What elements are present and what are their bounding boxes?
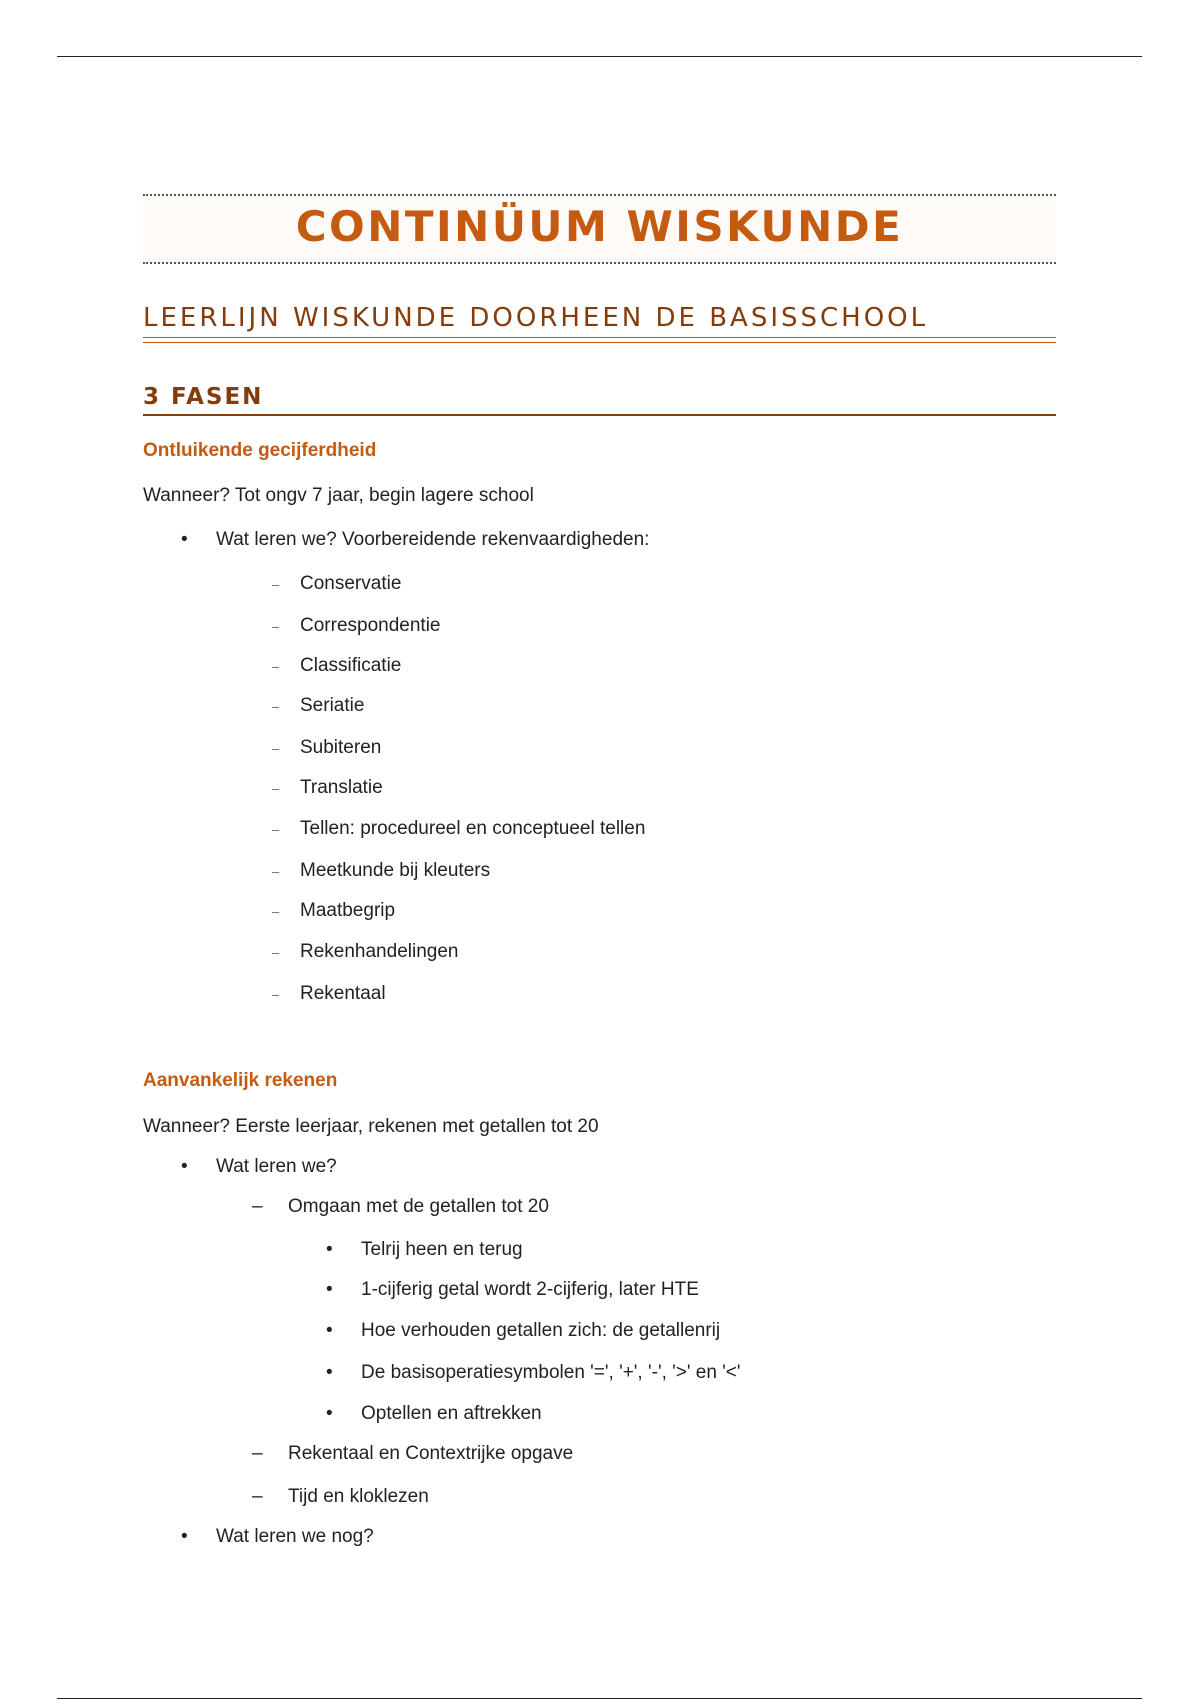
bullet-marker: • [181,1156,188,1177]
list-item: Classificatie [300,655,402,676]
dash-marker: – [252,1486,263,1507]
dash-marker: – [272,577,280,592]
list-item: Telrij heen en terug [361,1239,523,1260]
phase2-heading: Aanvankelijk rekenen [143,1070,338,1091]
page-top-rule [57,56,1142,57]
dash-marker: – [272,904,280,919]
phase2-when: Wanneer? Eerste leerjaar, rekenen met getallen tot 20 [143,1116,599,1137]
bullet-marker: • [181,1526,188,1547]
dash-marker: – [272,659,280,674]
list-item: Rekentaal [300,983,386,1004]
list-item: Hoe verhouden getallen zich: de getallenrij [361,1320,721,1341]
list-item: Correspondentie [300,615,441,636]
phase2-sub1: Omgaan met de getallen tot 20 [288,1196,549,1217]
bullet-marker: • [326,1320,333,1341]
list-item: Conservatie [300,573,402,594]
list-item: 1-cijferig getal wordt 2-cijferig, later HTE [361,1279,699,1300]
list-item: Seriatie [300,695,365,716]
phase1-when: Wanneer? Tot ongv 7 jaar, begin lagere school [143,485,534,506]
dash-marker: – [272,945,280,960]
bullet-marker: • [326,1239,333,1260]
list-item: Maatbegrip [300,900,396,921]
list-item: De basisoperatiesymbolen '=', '+', '-', '>' en '<' [361,1362,741,1383]
bullet-marker: • [181,529,188,550]
dash-marker: – [272,864,280,879]
document-title: CONTINÜUM WISKUNDE [295,202,904,251]
list-item: Translatie [300,777,383,798]
subtitle-double-rule [143,337,1056,343]
dash-marker: – [272,987,280,1002]
phase2-what-more: Wat leren we nog? [216,1526,374,1547]
bullet-marker: • [326,1362,333,1383]
list-item: Rekenhandelingen [300,941,459,962]
dash-marker: – [272,822,280,837]
phase2-sub2: Rekentaal en Contextrijke opgave [288,1443,574,1464]
phase1-what: Wat leren we? Voorbereidende rekenvaardigheden: [216,529,650,550]
dash-marker: – [272,741,280,756]
document-subtitle: LEERLIJN WISKUNDE DOORHEEN DE BASISSCHOOL [143,303,929,333]
list-item: Optellen en aftrekken [361,1403,542,1424]
bullet-marker: • [326,1279,333,1300]
dash-marker: – [252,1443,263,1464]
dash-marker: – [272,699,280,714]
bullet-marker: • [326,1403,333,1424]
section-heading-rule [143,414,1056,416]
page-bottom-rule [57,1698,1142,1699]
section-heading: 3 FASEN [143,384,264,410]
list-item: Tellen: procedureel en conceptueel tellen [300,818,646,839]
title-block [143,194,1056,264]
phase2-what: Wat leren we? [216,1156,337,1177]
list-item: Meetkunde bij kleuters [300,860,491,881]
phase2-sub3: Tijd en kloklezen [288,1486,429,1507]
dash-marker: – [272,619,280,634]
list-item: Subiteren [300,737,382,758]
dash-marker: – [272,781,280,796]
phase1-heading: Ontluikende gecijferdheid [143,440,377,461]
dash-marker: – [252,1196,263,1217]
